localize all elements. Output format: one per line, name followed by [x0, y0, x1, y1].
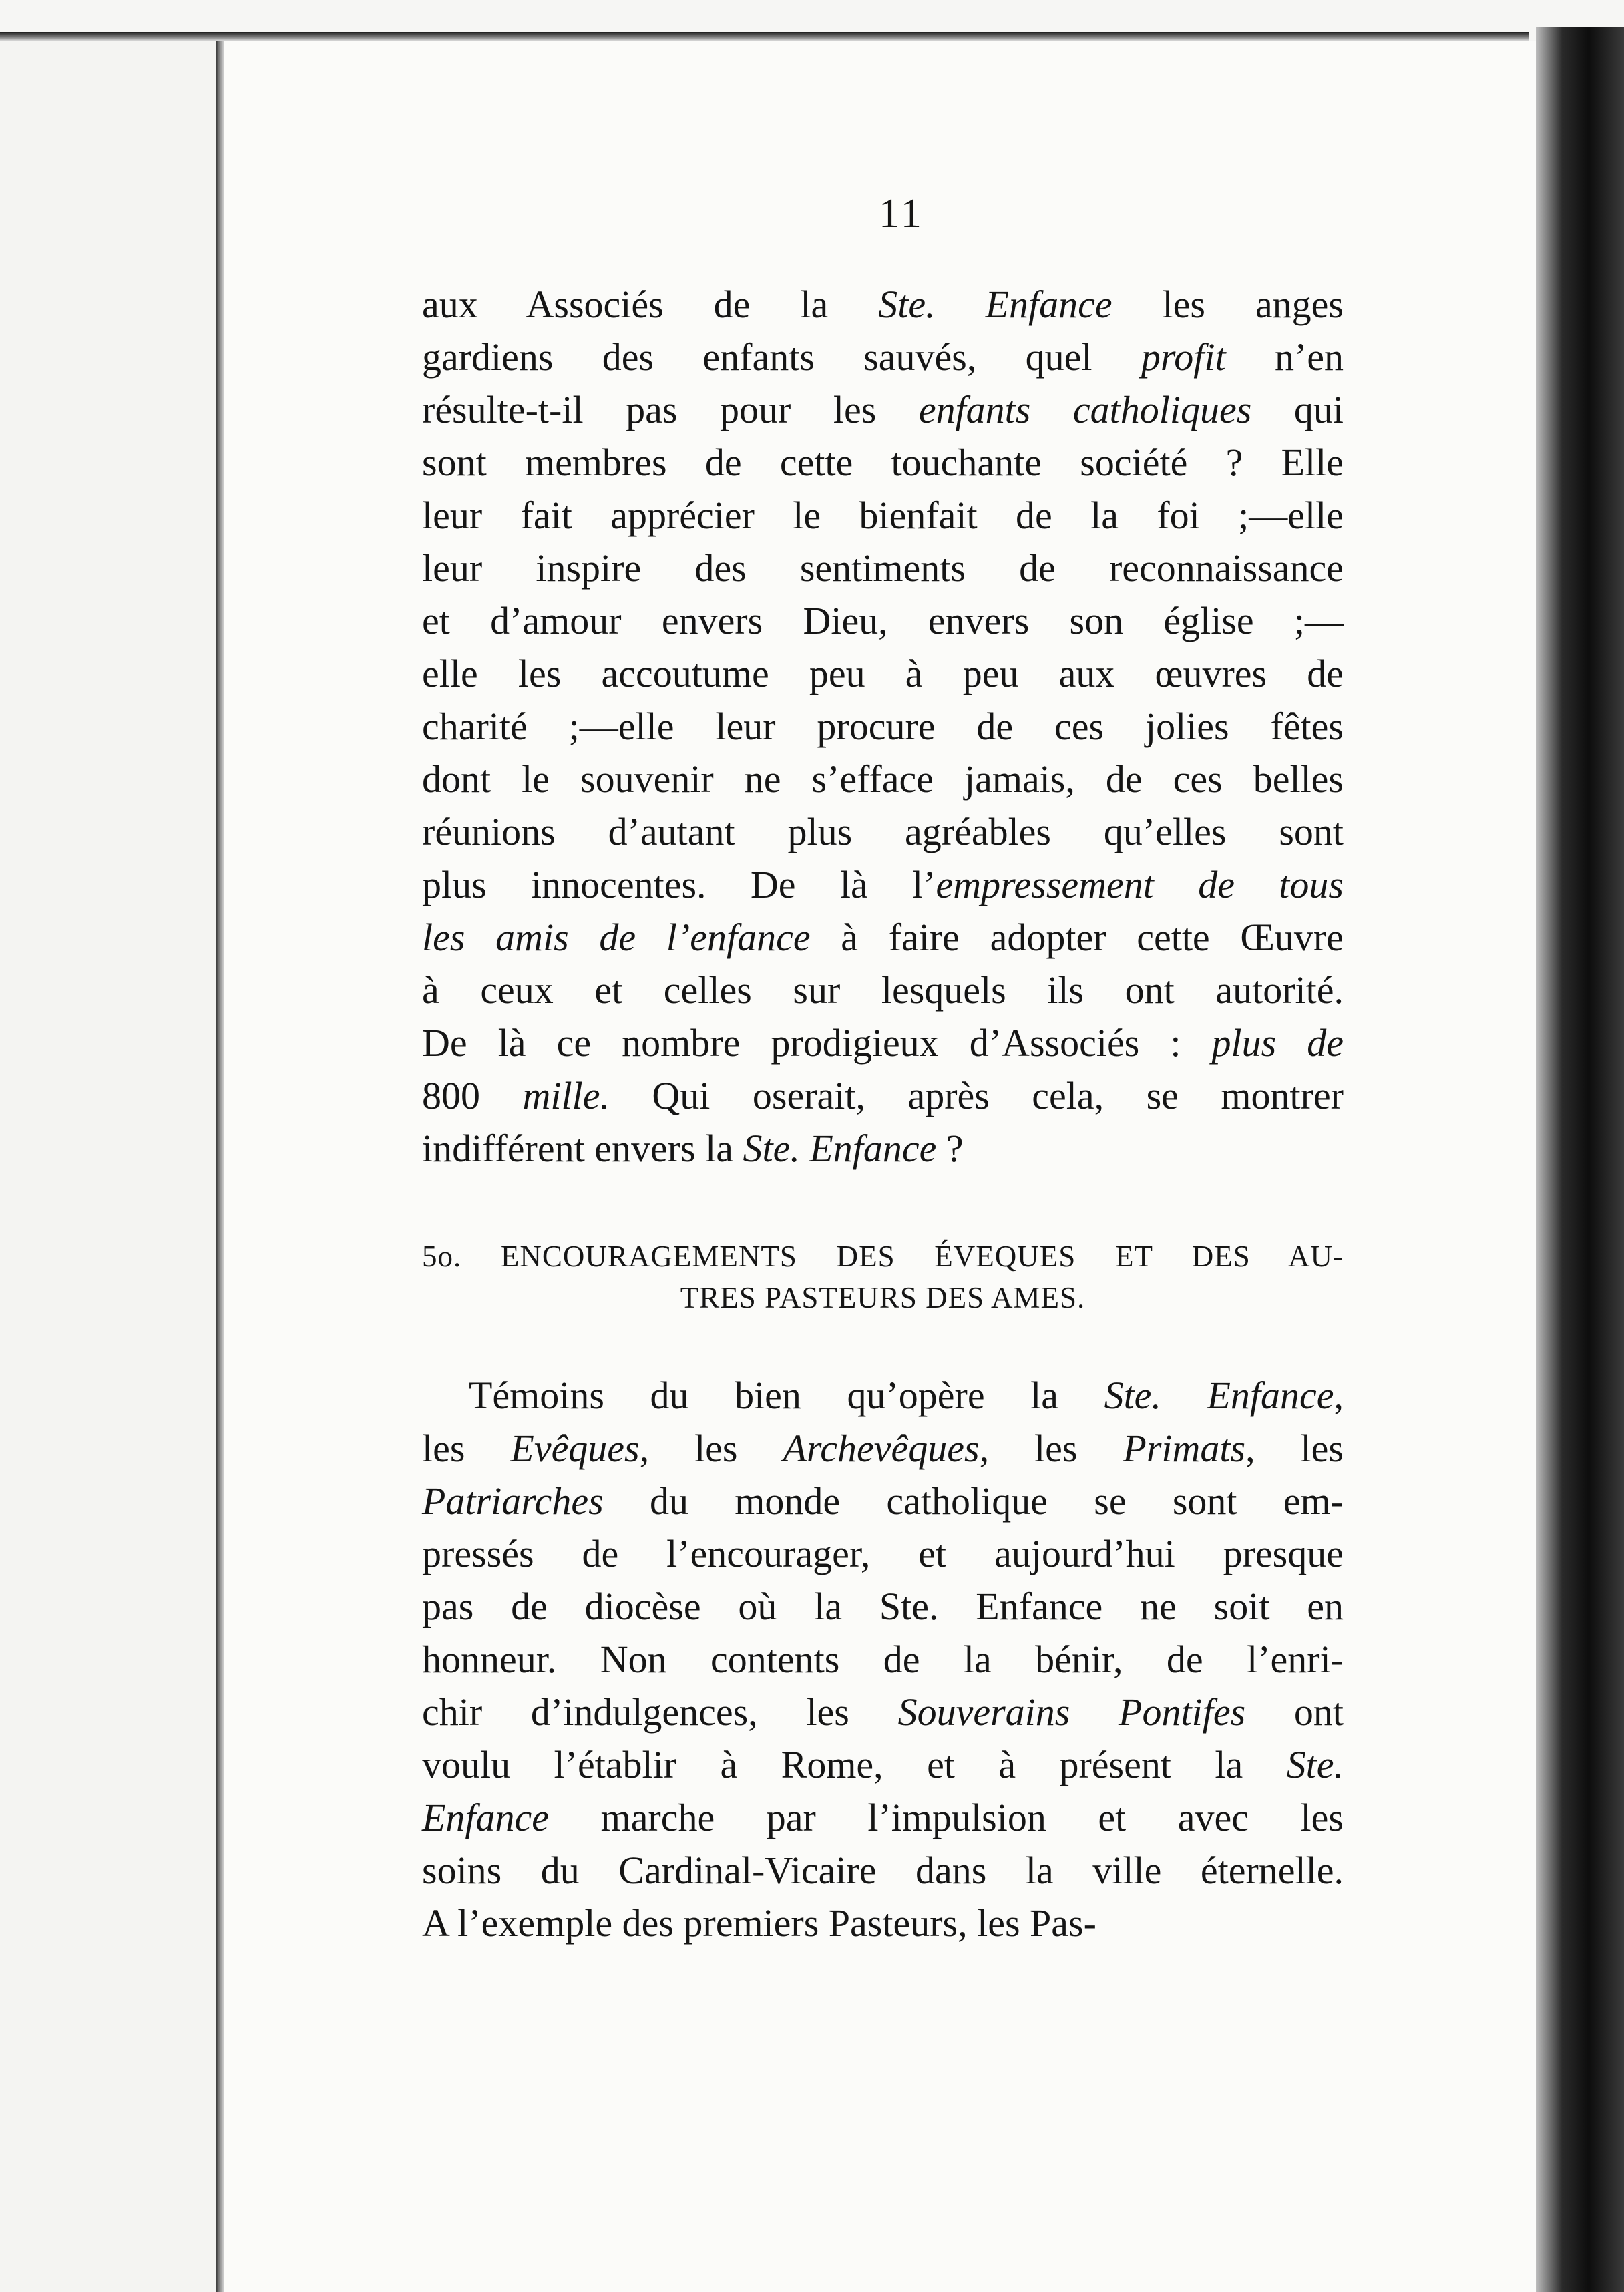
text-span: aux Associés de la [422, 282, 879, 326]
text-span: voulu l’établir à Rome, et à présent la [422, 1743, 1287, 1786]
text-line [422, 489, 1344, 542]
heading-line: TRES PASTEURS DES AMES. [680, 1281, 1086, 1314]
text-line [422, 1791, 1344, 1844]
text-span: ont [1245, 1690, 1344, 1734]
italic-span: Souverains Pontifes [897, 1690, 1246, 1734]
italic-span: les amis de l’enfance [422, 916, 811, 959]
text-span: Qui oserait, après cela, se montrer [609, 1074, 1344, 1117]
text-line [422, 1633, 1344, 1686]
italic-span: profit [1141, 335, 1226, 379]
text-line [422, 331, 1344, 383]
text-span: Témoins du bien qu’opère la [469, 1374, 1104, 1417]
section-heading [422, 1235, 1344, 1318]
text-span: marche par l’impulsion et avec les [549, 1796, 1344, 1839]
text-span: indifférent envers la [422, 1127, 743, 1170]
heading-line: 5o. ENCOURAGEMENTS DES ÉVEQUES ET DES AU- [422, 1239, 1344, 1273]
text-span: , les [979, 1426, 1123, 1470]
text-line [422, 1527, 1344, 1580]
left-page-edge [0, 40, 217, 2292]
text-line [422, 647, 1344, 700]
italic-span: Patriarches [422, 1479, 604, 1523]
text-span: soins du Cardinal-Vicaire dans la ville éternelle. [422, 1849, 1344, 1892]
text-span: sont membres de cette touchante société ? Elle [422, 441, 1344, 484]
text-span: elle les accoutume peu à peu aux œuvres de [422, 652, 1344, 695]
text-span: , [1334, 1374, 1344, 1417]
italic-span: Archevêques [783, 1426, 980, 1470]
text-line [422, 1122, 1344, 1175]
italic-span: plus de [1211, 1021, 1344, 1065]
italic-span: Ste. Enfance [878, 282, 1112, 326]
text-span: réunions d’autant plus agréables qu’elles sont [422, 810, 1344, 853]
text-span: résulte-t-il pas pour les [422, 388, 919, 431]
text-line [422, 1580, 1344, 1633]
text-span: chir d’indulgences, les [422, 1690, 898, 1734]
text-line [422, 594, 1344, 647]
text-span: 800 [422, 1074, 523, 1117]
text-line [422, 278, 1344, 331]
text-line [422, 1738, 1344, 1791]
text-span: gardiens des enfants sauvés, quel [422, 335, 1141, 379]
text-span: leur inspire des sentiments de reconnaissance [422, 546, 1344, 590]
text-line [422, 1844, 1344, 1897]
text-span: , les [639, 1426, 783, 1470]
text-line [422, 1475, 1344, 1527]
italic-span: mille. [522, 1074, 610, 1117]
text-span: les anges [1112, 282, 1344, 326]
text-span: leur fait apprécier le bienfait de la foi ;—elle [422, 494, 1344, 537]
text-line [422, 911, 1344, 964]
text-span: et d’amour envers Dieu, envers son église ;— [422, 599, 1344, 642]
text-span: à ceux et celles sur lesquels ils ont autorité. [422, 968, 1344, 1012]
top-page-edge [0, 32, 1529, 41]
text-line [422, 753, 1344, 805]
book-gutter [216, 40, 224, 2292]
text-line [422, 1422, 1344, 1475]
italic-span: empressement de tous [936, 863, 1344, 906]
italic-span: Evêques [510, 1426, 640, 1470]
text-span: ? [936, 1127, 964, 1170]
italic-span: Ste. Enfance [743, 1127, 937, 1170]
italic-span: enfants catholiques [918, 388, 1252, 431]
text-line [422, 542, 1344, 594]
paragraph-1 [422, 278, 1344, 1175]
text-span: , les [1245, 1426, 1344, 1470]
text-span: A l’exemple des premiers Pasteurs, les Pas- [422, 1901, 1096, 1945]
italic-span: Ste. [1286, 1743, 1344, 1786]
text-line [422, 436, 1344, 489]
italic-span: Enfance [422, 1796, 550, 1839]
text-line [422, 1069, 1344, 1122]
text-span: plus innocentes. De là l’ [422, 863, 936, 906]
text-line [422, 700, 1344, 753]
paragraph-2 [422, 1369, 1344, 1949]
text-line [422, 964, 1344, 1016]
text-span: n’en [1225, 335, 1344, 379]
text-span: qui [1251, 388, 1344, 431]
italic-span: Primats [1123, 1426, 1246, 1470]
text-span: De là ce nombre prodigieux d’Associés : [422, 1021, 1212, 1065]
text-span: dont le souvenir ne s’efface jamais, de ces belles [422, 757, 1344, 801]
text-line [422, 1686, 1344, 1738]
text-line [422, 1369, 1344, 1422]
text-span: à faire adopter cette Œuvre [810, 916, 1344, 959]
text-line [422, 858, 1344, 911]
text-span: honneur. Non contents de la bénir, de l’enri- [422, 1638, 1344, 1681]
text-span: charité ;—elle leur procure de ces jolies fêtes [422, 705, 1344, 748]
text-line [422, 383, 1344, 436]
text-span: pressés de l’encourager, et aujourd’hui presque [422, 1532, 1344, 1575]
text-span: du monde catholique se sont em- [603, 1479, 1344, 1523]
text-line [422, 1897, 1344, 1949]
italic-span: Ste. Enfance [1104, 1374, 1334, 1417]
page-number: 11 [879, 191, 924, 236]
text-line [422, 1016, 1344, 1069]
text-span: les [422, 1426, 511, 1470]
right-page-edge [1536, 27, 1624, 2292]
text-span: pas de diocèse où la Ste. Enfance ne soit en [422, 1585, 1344, 1628]
text-line [422, 805, 1344, 858]
